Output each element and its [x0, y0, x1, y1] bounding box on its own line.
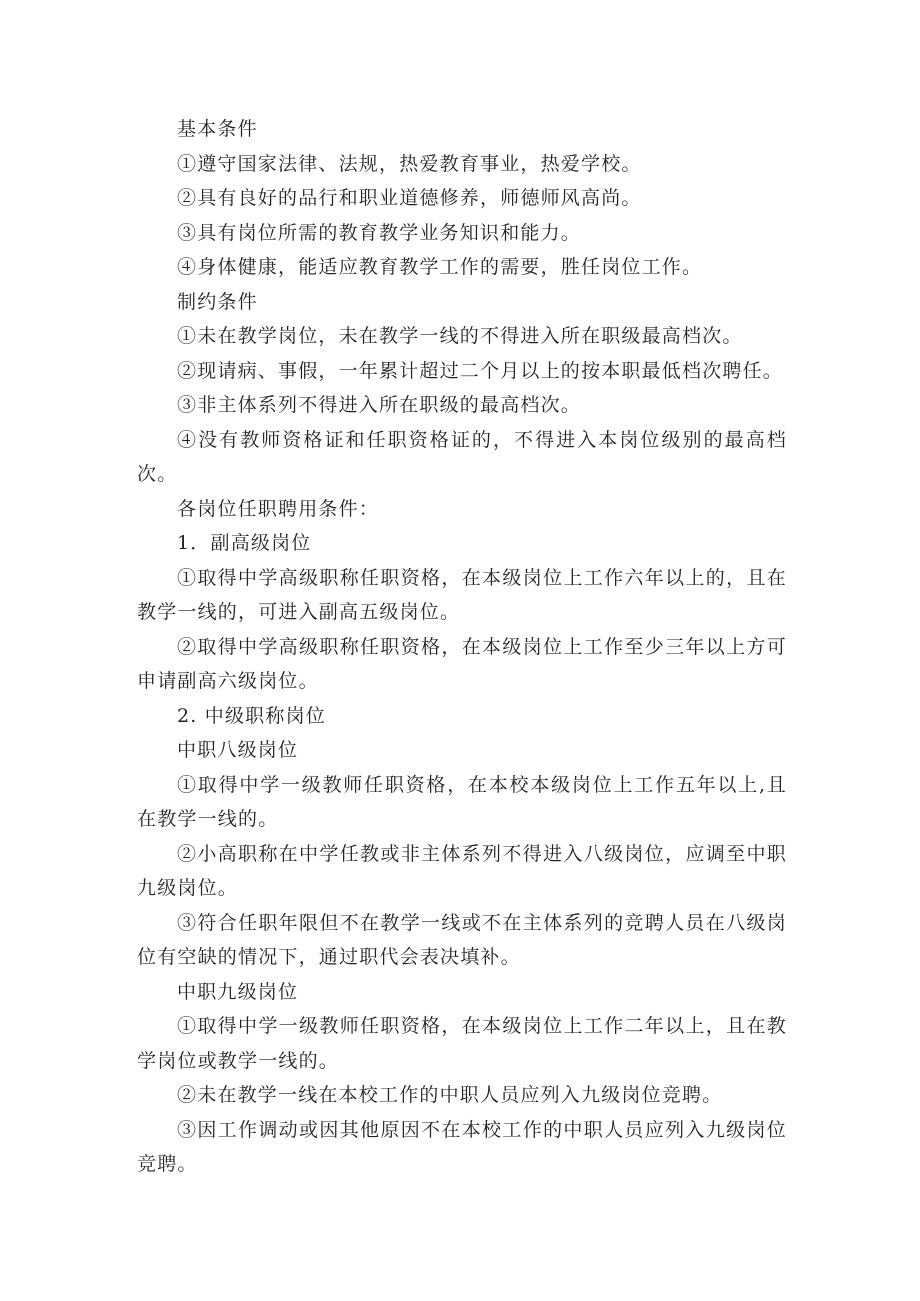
section-heading-restriction-conditions: 制约条件 — [177, 290, 258, 313]
paragraph: ①未在教学岗位，未在教学一线的不得进入所在职级最高档次。 — [177, 325, 743, 347]
paragraph: ④没有教师资格证和任职资格证的，不得进入本岗位级别的最高档次。 — [137, 428, 787, 485]
paragraph: ②未在教学一线在本校工作的中职人员应列入九级岗位竞聘。 — [177, 1084, 723, 1106]
subheading-deputy-senior-post: 1．副高级岗位 — [177, 532, 312, 554]
document-body — [137, 112, 787, 1182]
paragraph: ②具有良好的品行和职业道德修养，师德师风高尚。 — [177, 187, 642, 209]
paragraph: ③符合任职年限但不在教学一线或不在主体系列的竞聘人员在八级岗位有空缺的情况下，通过职代会表决填补。 — [137, 911, 787, 968]
section-heading-appointment-conditions: 各岗位任职聘用条件： — [177, 497, 380, 520]
paragraph: ②小高职称在中学任教或非主体系列不得进入八级岗位，应调至中职九级岗位。 — [137, 842, 787, 899]
paragraph: ②现请病、事假，一年累计超过二个月以上的按本职最低档次聘任。 — [177, 359, 784, 382]
paragraph: ①取得中学一级教师任职资格，在本校本级岗位上工作五年以上,且在教学一线的。 — [137, 773, 787, 830]
paragraph: ①遵守国家法律、法规，热爱教育事业，热爱学校。 — [177, 152, 642, 175]
paragraph: ②取得中学高级职称任职资格，在本级岗位上工作至少三年以上方可申请副高六级岗位。 — [137, 635, 787, 692]
subheading-intermediate-title-post: 2. 中级职称岗位 — [177, 704, 326, 727]
paragraph: ③因工作调动或因其他原因不在本校工作的中职人员应列入九级岗位竞聘。 — [137, 1118, 787, 1175]
paragraph: ④身体健康，能适应教育教学工作的需要，胜任岗位工作。 — [177, 256, 703, 278]
paragraph: ①取得中学一级教师任职资格，在本级岗位上工作二年以上，且在教学岗位或教学一线的。 — [137, 1015, 787, 1072]
paragraph: ③具有岗位所需的教育教学业务知识和能力。 — [177, 221, 582, 244]
subheading-intermediate-grade-9: 中职九级岗位 — [177, 980, 299, 1003]
subheading-intermediate-grade-8: 中职八级岗位 — [177, 739, 299, 761]
section-heading-basic-conditions: 基本条件 — [177, 118, 258, 140]
paragraph: ①取得中学高级职称任职资格，在本级岗位上工作六年以上的，且在教学一线的，可进入副高五级岗位。 — [137, 566, 787, 623]
paragraph: ③非主体系列不得进入所在职级的最高档次。 — [177, 394, 582, 416]
